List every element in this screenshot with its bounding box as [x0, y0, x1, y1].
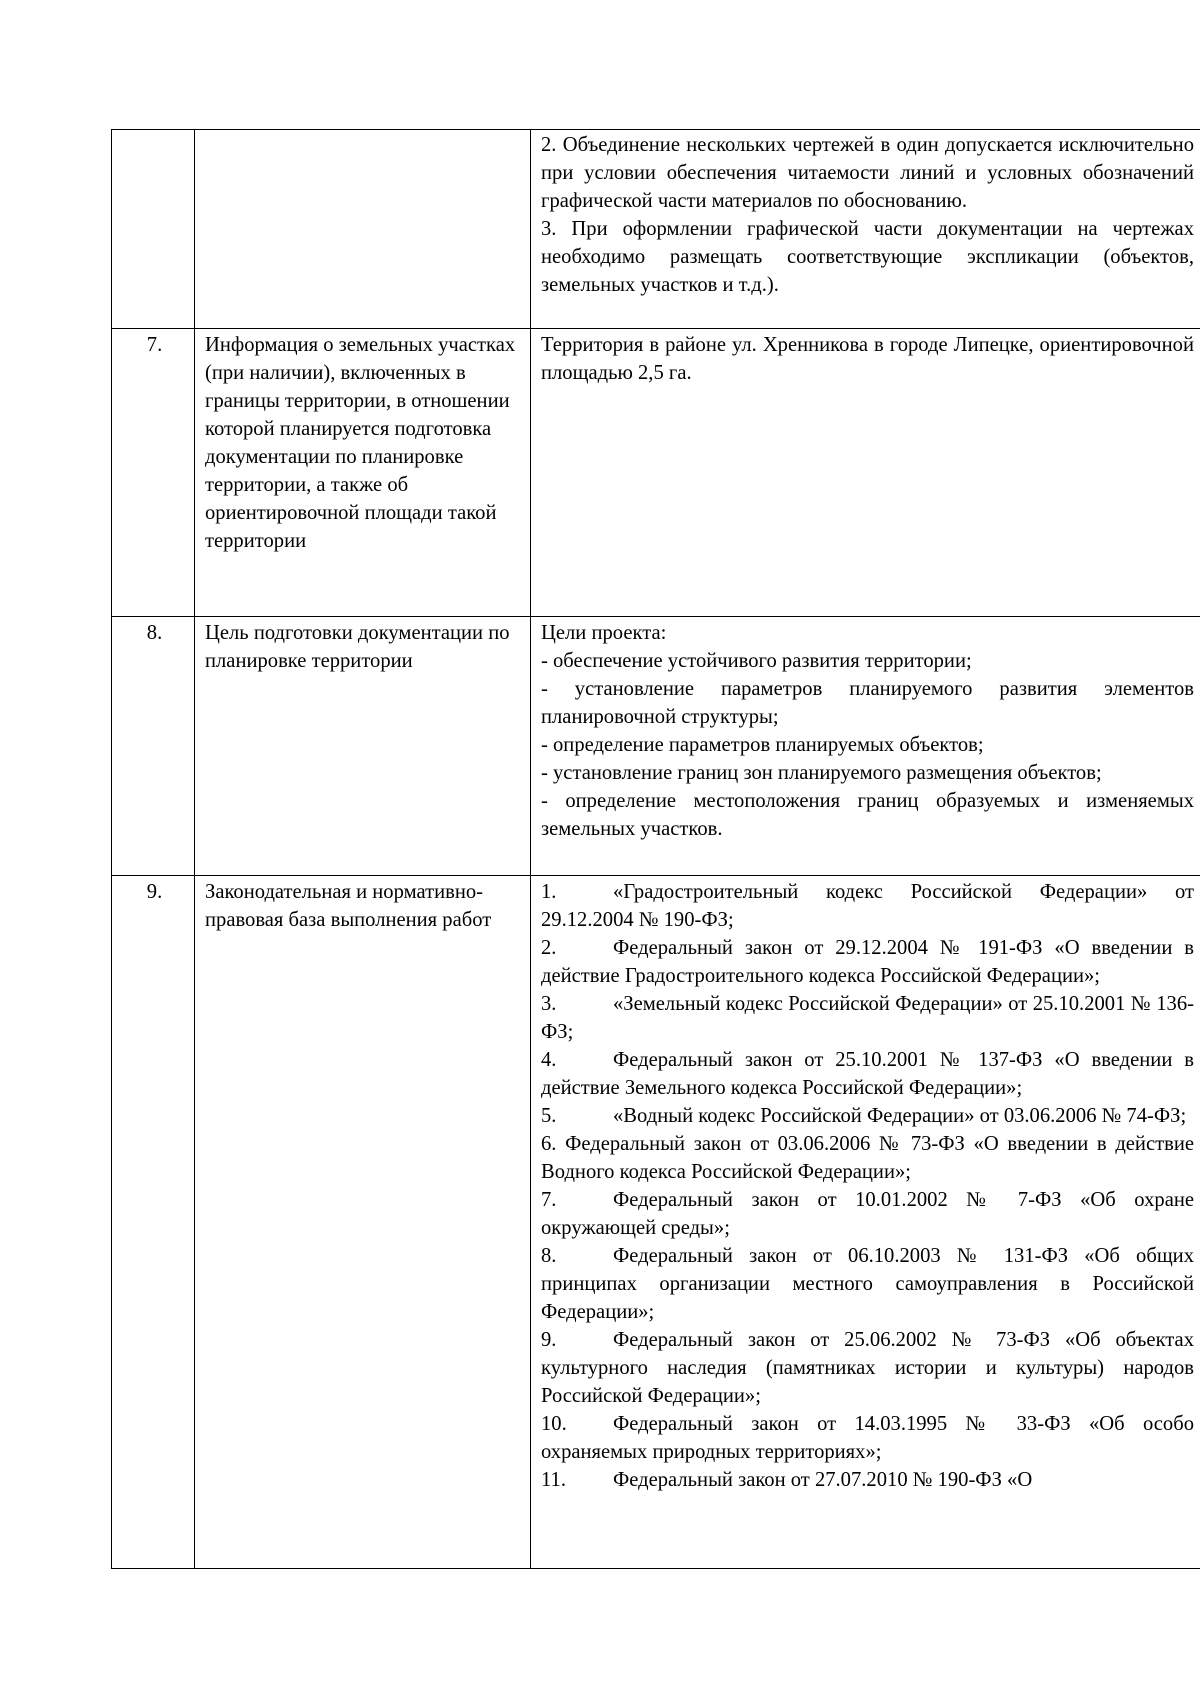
row-label-cell	[195, 329, 531, 617]
list-item	[541, 1102, 1194, 1130]
list-item	[541, 1326, 1194, 1410]
list-item-text: «Градостроительный кодекс Российской Федерации» от 29.12.2004 № 190-ФЗ;	[541, 881, 1194, 931]
list-item	[541, 1410, 1194, 1466]
list-item-number: 1.	[541, 881, 557, 903]
row-label: Законодательная и нормативно-правовая база выполнения работ	[205, 881, 492, 931]
paragraph: - установление параметров планируемого развития элементов планировочной структуры;	[541, 678, 1194, 728]
requirements-table	[111, 129, 1200, 1569]
row-number-cell	[112, 130, 195, 329]
row-content-cell	[531, 617, 1200, 876]
list-item-text: Федеральный закон от 14.03.1995 № 33-ФЗ «Об особо охраняемых природных территориях»;	[541, 1413, 1194, 1463]
list-item	[541, 990, 1194, 1046]
list-item-text: Федеральный закон от 27.07.2010 № 190-ФЗ «О	[613, 1469, 1033, 1491]
row-label: Цель подготовки документации по планировке территории	[205, 622, 510, 672]
list-item	[541, 1242, 1194, 1326]
table-row-7	[112, 329, 1200, 617]
list-item-number: 6.	[541, 1133, 557, 1155]
row-label-cell	[195, 130, 531, 329]
paragraph: 3. При оформлении графической части документации на чертежах необходимо размещать соответствующие экспликации (объектов, земельных участков и т.д.).	[541, 218, 1194, 296]
list-item-number: 5.	[541, 1105, 557, 1127]
list-item-number: 2.	[541, 937, 557, 959]
row-content-cell	[531, 329, 1200, 617]
row-content-cell	[531, 130, 1200, 329]
list-item-text: Федеральный закон от 25.06.2002 № 73-ФЗ «Об объектах культурного наследия (памятниках истории и культуры) народов Российской Федерации»;	[541, 1329, 1194, 1407]
list-item	[541, 1130, 1194, 1186]
paragraph: - определение местоположения границ образуемых и изменяемых земельных участков.	[541, 790, 1194, 840]
list-item	[541, 1186, 1194, 1242]
list-item-text: «Водный кодекс Российской Федерации» от 03.06.2006 № 74-ФЗ;	[613, 1105, 1187, 1127]
table-row-8	[112, 617, 1200, 876]
row-number: 8.	[146, 622, 163, 644]
table-row-9	[112, 876, 1200, 1569]
paragraph: - определение параметров планируемых объектов;	[541, 734, 984, 756]
list-item-text: «Земельный кодекс Российской Федерации» от 25.10.2001 № 136-ФЗ;	[541, 993, 1194, 1043]
list-item-number: 4.	[541, 1049, 557, 1071]
list-item-number: 10.	[541, 1413, 567, 1435]
list-item-number: 9.	[541, 1329, 557, 1351]
row-number: 7.	[146, 334, 163, 356]
row-number-cell	[112, 617, 195, 876]
list-item-number: 7.	[541, 1189, 557, 1211]
row-label: Информация о земельных участках (при наличии), включенных в границы территории, в отношении которой планируется подготовка документации по планировке территории, а также об ориентировочной площади такой территории	[205, 334, 516, 552]
row-number-cell	[112, 876, 195, 1569]
paragraph: Цели проекта:	[541, 622, 667, 644]
row-label-cell	[195, 617, 531, 876]
list-item-text: Федеральный закон от 29.12.2004 № 191-ФЗ «О введении в действие Градостроительного кодекса Российской Федерации»;	[541, 937, 1194, 987]
list-item	[541, 878, 1194, 934]
list-item	[541, 934, 1194, 990]
list-item-text: Федеральный закон от 06.10.2003 № 131-ФЗ «Об общих принципах организации местного самоуправления в Российской Федерации»;	[541, 1245, 1194, 1323]
list-item-text: Федеральный закон от 03.06.2006 № 73-ФЗ «О введении в действие Водного кодекса Российской Федерации»;	[541, 1133, 1194, 1183]
row-number: 9.	[146, 881, 163, 903]
list-item-text: Федеральный закон от 10.01.2002 № 7-ФЗ «Об охране окружающей среды»;	[541, 1189, 1194, 1239]
paragraph: Территория в районе ул. Хренникова в городе Липецке, ориентировочной площадью 2,5 га.	[541, 334, 1194, 384]
row-label-cell	[195, 876, 531, 1569]
list-item-number: 8.	[541, 1245, 557, 1267]
list-item-number: 3.	[541, 993, 557, 1015]
list-item	[541, 1466, 1194, 1494]
list-item-number: 11.	[541, 1469, 566, 1491]
list-item	[541, 1046, 1194, 1102]
row-content-cell	[531, 876, 1200, 1569]
row-number-cell	[112, 329, 195, 617]
table-row-continuation	[112, 130, 1200, 329]
list-item-text: Федеральный закон от 25.10.2001 № 137-ФЗ «О введении в действие Земельного кодекса Российской Федерации»;	[541, 1049, 1194, 1099]
paragraph: - установление границ зон планируемого размещения объектов;	[541, 762, 1102, 784]
paragraph: 2. Объединение нескольких чертежей в один допускается исключительно при условии обеспечения читаемости линий и условных обозначений графической части материалов по обоснованию.	[541, 134, 1194, 212]
paragraph: - обеспечение устойчивого развития территории;	[541, 650, 972, 672]
